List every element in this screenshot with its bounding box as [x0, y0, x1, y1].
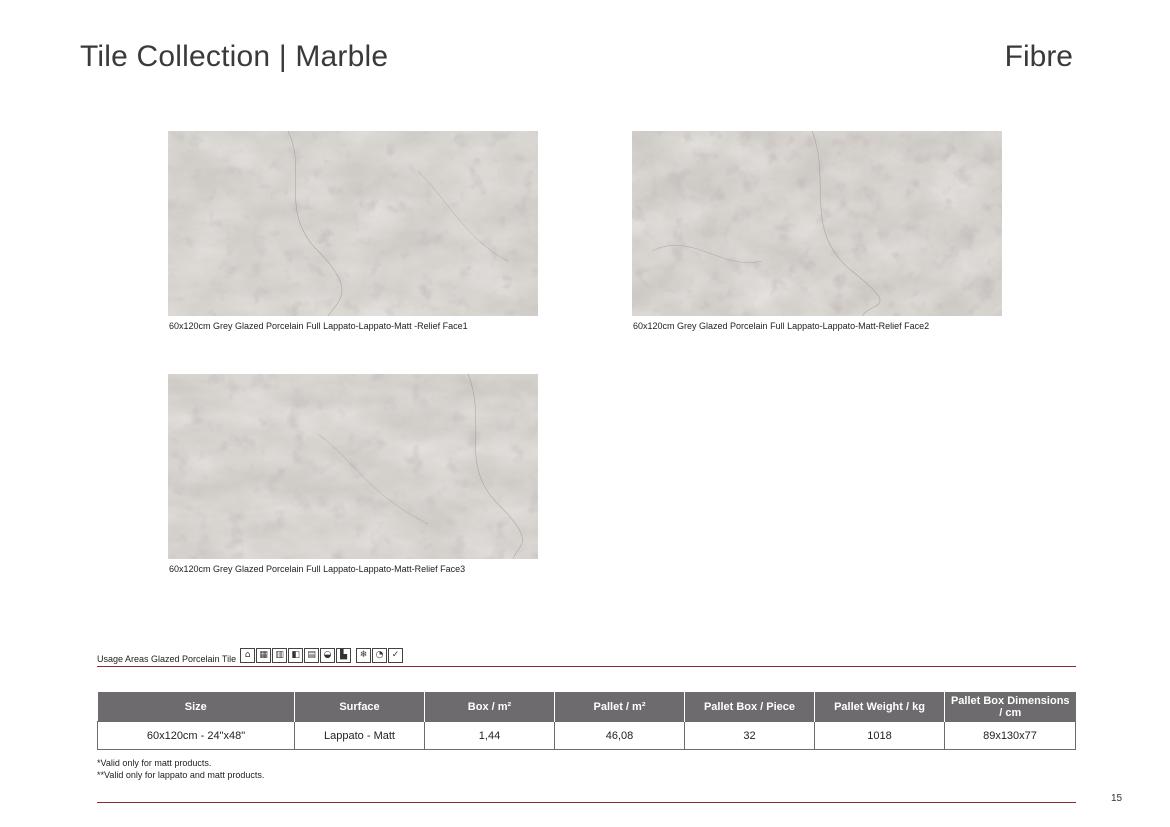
table-cell: Lappato - Matt — [295, 722, 425, 750]
specification-table — [97, 692, 1076, 750]
pool-icon: ◒ — [320, 648, 335, 663]
slip-icon: ◔ — [372, 648, 387, 663]
tile-image-face3 — [168, 374, 538, 559]
table-cell: 1,44 — [425, 722, 555, 750]
table-cell: 46,08 — [555, 722, 685, 750]
bathroom-icon: ▥ — [272, 648, 287, 663]
table-cell: 32 — [685, 722, 815, 750]
table-cell: 89x130x77 — [945, 722, 1076, 750]
usage-icons — [240, 648, 403, 663]
tile-image-face2 — [632, 131, 1002, 316]
tile-caption: 60x120cm Grey Glazed Porcelain Full Lappato-Lappato-Matt-Relief Face2 — [633, 321, 930, 331]
table-header-row — [98, 692, 1076, 722]
table-row — [98, 722, 1076, 750]
column-header: Pallet Box Dimensions / cm — [945, 692, 1076, 722]
tile-image-face1 — [168, 131, 538, 316]
tile-caption: 60x120cm Grey Glazed Porcelain Full Lappato-Lappato-Matt-Relief Face3 — [169, 564, 466, 574]
stairs-icon: ▙ — [336, 648, 351, 663]
divider-line — [97, 666, 1076, 667]
shower-icon: ◧ — [288, 648, 303, 663]
rectified-icon: ✓ — [388, 648, 403, 663]
column-header: Pallet Box / Piece — [685, 692, 815, 722]
table-cell: 60x120cm - 24"x48" — [98, 722, 295, 750]
footer-divider-line — [97, 802, 1076, 803]
table-cell: 1018 — [815, 722, 945, 750]
column-header: Pallet / m² — [555, 692, 685, 722]
column-header: Pallet Weight / kg — [815, 692, 945, 722]
house-icon: ⌂ — [240, 648, 255, 663]
page-title: Tile Collection | Marble — [80, 40, 389, 73]
footnotes — [97, 757, 264, 781]
usage-areas — [97, 646, 403, 664]
column-header: Box / m² — [425, 692, 555, 722]
column-header: Surface — [295, 692, 425, 722]
footnote: *Valid only for matt products. — [97, 758, 212, 768]
frost-icon: ❄ — [356, 648, 371, 663]
kitchen-icon: ▦ — [256, 648, 271, 663]
commercial-icon: ▤ — [304, 648, 319, 663]
tile-caption: 60x120cm Grey Glazed Porcelain Full Lappato-Lappato-Matt -Relief Face1 — [169, 321, 468, 331]
footnote: **Valid only for lappato and matt products. — [97, 770, 265, 780]
series-name: Fibre — [1004, 40, 1073, 73]
column-header: Size — [98, 692, 295, 722]
usage-areas-label: Usage Areas Glazed Porcelain Tile — [97, 654, 237, 664]
page-number: 15 — [1111, 793, 1123, 804]
